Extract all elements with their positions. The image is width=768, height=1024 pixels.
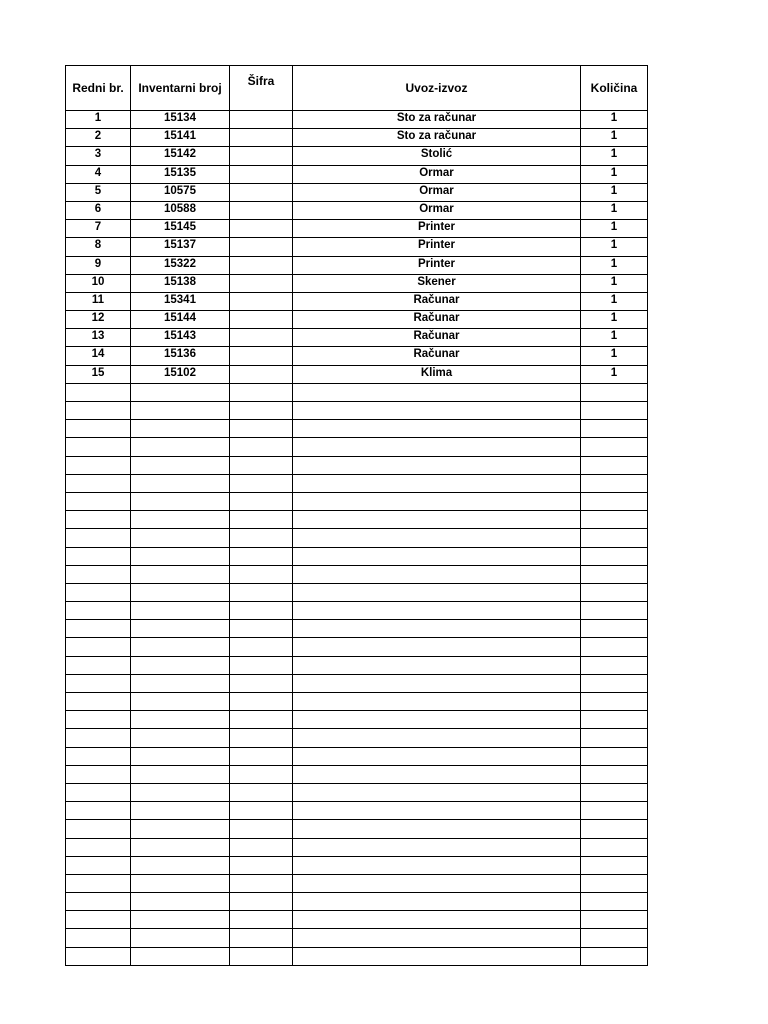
cell-redni-br	[66, 911, 131, 929]
cell-inventarni-broj: 15138	[131, 274, 230, 292]
cell-uvoz-izvoz	[293, 729, 581, 747]
cell-inventarni-broj: 15144	[131, 311, 230, 329]
cell-kolicina	[581, 929, 648, 947]
cell-uvoz-izvoz	[293, 856, 581, 874]
cell-uvoz-izvoz	[293, 602, 581, 620]
cell-sifra	[230, 947, 293, 965]
table-row	[66, 511, 648, 529]
cell-uvoz-izvoz	[293, 492, 581, 510]
cell-sifra	[230, 729, 293, 747]
cell-kolicina	[581, 529, 648, 547]
cell-inventarni-broj	[131, 693, 230, 711]
cell-inventarni-broj	[131, 947, 230, 965]
cell-redni-br	[66, 893, 131, 911]
table-row	[66, 474, 648, 492]
cell-inventarni-broj	[131, 874, 230, 892]
cell-inventarni-broj	[131, 420, 230, 438]
cell-redni-br	[66, 856, 131, 874]
cell-sifra	[230, 274, 293, 292]
cell-kolicina	[581, 747, 648, 765]
cell-inventarni-broj: 15341	[131, 292, 230, 310]
cell-sifra	[230, 474, 293, 492]
cell-inventarni-broj	[131, 674, 230, 692]
cell-sifra	[230, 311, 293, 329]
cell-inventarni-broj	[131, 911, 230, 929]
table-row	[66, 492, 648, 510]
column-header-sifra: Šifra	[230, 66, 293, 111]
cell-uvoz-izvoz	[293, 474, 581, 492]
cell-redni-br	[66, 511, 131, 529]
cell-inventarni-broj	[131, 474, 230, 492]
cell-inventarni-broj: 15136	[131, 347, 230, 365]
table-row	[66, 638, 648, 656]
cell-sifra	[230, 583, 293, 601]
cell-inventarni-broj	[131, 456, 230, 474]
table-row	[66, 947, 648, 965]
cell-kolicina	[581, 456, 648, 474]
table-row	[66, 292, 648, 310]
table-row	[66, 402, 648, 420]
table-row	[66, 783, 648, 801]
cell-redni-br	[66, 420, 131, 438]
cell-uvoz-izvoz	[293, 620, 581, 638]
cell-sifra	[230, 438, 293, 456]
table-row	[66, 274, 648, 292]
cell-kolicina	[581, 383, 648, 401]
table-row	[66, 129, 648, 147]
cell-uvoz-izvoz: Ormar	[293, 183, 581, 201]
cell-sifra	[230, 929, 293, 947]
cell-inventarni-broj	[131, 529, 230, 547]
cell-sifra	[230, 783, 293, 801]
table-row	[66, 674, 648, 692]
cell-kolicina	[581, 620, 648, 638]
cell-uvoz-izvoz	[293, 529, 581, 547]
cell-sifra	[230, 693, 293, 711]
cell-redni-br: 11	[66, 292, 131, 310]
table-row	[66, 547, 648, 565]
cell-redni-br: 8	[66, 238, 131, 256]
cell-uvoz-izvoz: Sto za računar	[293, 111, 581, 129]
table-row	[66, 256, 648, 274]
cell-uvoz-izvoz	[293, 638, 581, 656]
cell-sifra	[230, 347, 293, 365]
cell-uvoz-izvoz: Stolić	[293, 147, 581, 165]
cell-sifra	[230, 129, 293, 147]
table-row	[66, 365, 648, 383]
table-row	[66, 802, 648, 820]
cell-uvoz-izvoz: Sto za računar	[293, 129, 581, 147]
cell-redni-br	[66, 729, 131, 747]
table-row	[66, 565, 648, 583]
cell-kolicina	[581, 693, 648, 711]
cell-kolicina: 1	[581, 329, 648, 347]
cell-sifra	[230, 492, 293, 510]
cell-redni-br: 3	[66, 147, 131, 165]
cell-uvoz-izvoz	[293, 874, 581, 892]
cell-redni-br	[66, 383, 131, 401]
cell-inventarni-broj: 15143	[131, 329, 230, 347]
cell-kolicina	[581, 402, 648, 420]
table-row	[66, 438, 648, 456]
table-row	[66, 747, 648, 765]
cell-sifra	[230, 220, 293, 238]
cell-inventarni-broj	[131, 602, 230, 620]
table-row	[66, 729, 648, 747]
cell-kolicina: 1	[581, 165, 648, 183]
cell-kolicina: 1	[581, 111, 648, 129]
inventory-table	[65, 65, 648, 966]
cell-sifra	[230, 402, 293, 420]
cell-uvoz-izvoz	[293, 747, 581, 765]
table-row	[66, 693, 648, 711]
cell-kolicina	[581, 420, 648, 438]
cell-sifra	[230, 147, 293, 165]
cell-kolicina: 1	[581, 274, 648, 292]
cell-sifra	[230, 547, 293, 565]
cell-redni-br	[66, 565, 131, 583]
cell-sifra	[230, 711, 293, 729]
cell-kolicina	[581, 438, 648, 456]
cell-uvoz-izvoz: Ormar	[293, 165, 581, 183]
cell-redni-br	[66, 874, 131, 892]
cell-sifra	[230, 874, 293, 892]
cell-inventarni-broj	[131, 565, 230, 583]
cell-sifra	[230, 820, 293, 838]
cell-redni-br	[66, 620, 131, 638]
cell-redni-br: 14	[66, 347, 131, 365]
table-body	[66, 111, 648, 966]
table-header	[66, 66, 648, 111]
cell-inventarni-broj	[131, 511, 230, 529]
cell-redni-br	[66, 674, 131, 692]
cell-kolicina	[581, 802, 648, 820]
cell-redni-br	[66, 583, 131, 601]
cell-redni-br	[66, 765, 131, 783]
cell-inventarni-broj	[131, 438, 230, 456]
column-header-redni-br: Redni br.	[66, 66, 131, 111]
cell-kolicina	[581, 674, 648, 692]
cell-uvoz-izvoz	[293, 674, 581, 692]
table-row	[66, 583, 648, 601]
cell-kolicina	[581, 511, 648, 529]
cell-redni-br: 5	[66, 183, 131, 201]
cell-uvoz-izvoz	[293, 656, 581, 674]
cell-inventarni-broj	[131, 638, 230, 656]
cell-uvoz-izvoz	[293, 802, 581, 820]
table-row	[66, 656, 648, 674]
cell-sifra	[230, 529, 293, 547]
cell-uvoz-izvoz	[293, 947, 581, 965]
cell-kolicina: 1	[581, 220, 648, 238]
cell-redni-br: 4	[66, 165, 131, 183]
cell-kolicina: 1	[581, 201, 648, 219]
table-row	[66, 383, 648, 401]
cell-kolicina	[581, 893, 648, 911]
cell-sifra	[230, 111, 293, 129]
table-row	[66, 147, 648, 165]
cell-kolicina	[581, 911, 648, 929]
cell-redni-br: 7	[66, 220, 131, 238]
table-row	[66, 456, 648, 474]
cell-sifra	[230, 602, 293, 620]
cell-inventarni-broj: 15102	[131, 365, 230, 383]
cell-kolicina	[581, 783, 648, 801]
cell-uvoz-izvoz: Skener	[293, 274, 581, 292]
cell-inventarni-broj	[131, 802, 230, 820]
cell-inventarni-broj: 15145	[131, 220, 230, 238]
cell-sifra	[230, 238, 293, 256]
cell-uvoz-izvoz: Računar	[293, 311, 581, 329]
cell-uvoz-izvoz	[293, 765, 581, 783]
cell-inventarni-broj	[131, 820, 230, 838]
cell-redni-br	[66, 492, 131, 510]
cell-sifra	[230, 911, 293, 929]
table-row	[66, 838, 648, 856]
cell-kolicina: 1	[581, 238, 648, 256]
cell-redni-br	[66, 747, 131, 765]
cell-redni-br	[66, 802, 131, 820]
table-row	[66, 856, 648, 874]
cell-kolicina	[581, 565, 648, 583]
cell-inventarni-broj	[131, 711, 230, 729]
cell-redni-br	[66, 638, 131, 656]
cell-redni-br	[66, 456, 131, 474]
cell-redni-br	[66, 529, 131, 547]
cell-uvoz-izvoz: Printer	[293, 220, 581, 238]
cell-redni-br: 6	[66, 201, 131, 219]
cell-uvoz-izvoz: Ormar	[293, 201, 581, 219]
cell-uvoz-izvoz	[293, 438, 581, 456]
table-row	[66, 238, 648, 256]
cell-inventarni-broj: 15322	[131, 256, 230, 274]
cell-redni-br	[66, 438, 131, 456]
cell-inventarni-broj	[131, 783, 230, 801]
cell-kolicina	[581, 947, 648, 965]
table-row	[66, 111, 648, 129]
cell-uvoz-izvoz	[293, 583, 581, 601]
table-row	[66, 201, 648, 219]
cell-sifra	[230, 893, 293, 911]
cell-uvoz-izvoz	[293, 547, 581, 565]
cell-sifra	[230, 329, 293, 347]
cell-sifra	[230, 365, 293, 383]
cell-sifra	[230, 383, 293, 401]
cell-uvoz-izvoz	[293, 838, 581, 856]
cell-uvoz-izvoz: Printer	[293, 238, 581, 256]
cell-redni-br: 1	[66, 111, 131, 129]
cell-sifra	[230, 183, 293, 201]
cell-inventarni-broj: 10575	[131, 183, 230, 201]
cell-sifra	[230, 856, 293, 874]
cell-inventarni-broj: 10588	[131, 201, 230, 219]
cell-inventarni-broj	[131, 856, 230, 874]
cell-sifra	[230, 802, 293, 820]
cell-sifra	[230, 656, 293, 674]
cell-kolicina	[581, 856, 648, 874]
table-row	[66, 311, 648, 329]
cell-sifra	[230, 674, 293, 692]
cell-redni-br	[66, 838, 131, 856]
header-row	[66, 66, 648, 111]
cell-kolicina	[581, 820, 648, 838]
cell-sifra	[230, 511, 293, 529]
cell-inventarni-broj	[131, 492, 230, 510]
cell-redni-br	[66, 783, 131, 801]
cell-uvoz-izvoz	[293, 420, 581, 438]
cell-inventarni-broj	[131, 547, 230, 565]
cell-uvoz-izvoz: Računar	[293, 347, 581, 365]
table-row	[66, 929, 648, 947]
column-header-kolicina: Količina	[581, 66, 648, 111]
cell-uvoz-izvoz	[293, 711, 581, 729]
cell-sifra	[230, 292, 293, 310]
cell-inventarni-broj	[131, 620, 230, 638]
cell-inventarni-broj	[131, 747, 230, 765]
column-header-inventarni-broj: Inventarni broj	[131, 66, 230, 111]
cell-inventarni-broj	[131, 583, 230, 601]
cell-uvoz-izvoz: Računar	[293, 329, 581, 347]
cell-redni-br: 12	[66, 311, 131, 329]
cell-kolicina: 1	[581, 347, 648, 365]
table-row	[66, 620, 648, 638]
cell-uvoz-izvoz	[293, 693, 581, 711]
cell-kolicina	[581, 711, 648, 729]
table-row	[66, 220, 648, 238]
cell-sifra	[230, 765, 293, 783]
cell-inventarni-broj	[131, 729, 230, 747]
cell-inventarni-broj: 15137	[131, 238, 230, 256]
cell-kolicina: 1	[581, 129, 648, 147]
table-row	[66, 820, 648, 838]
cell-sifra	[230, 456, 293, 474]
cell-inventarni-broj	[131, 765, 230, 783]
cell-kolicina: 1	[581, 311, 648, 329]
cell-kolicina: 1	[581, 183, 648, 201]
inventory-sheet	[65, 65, 647, 966]
cell-redni-br: 13	[66, 329, 131, 347]
cell-redni-br	[66, 602, 131, 620]
cell-redni-br	[66, 947, 131, 965]
table-row	[66, 347, 648, 365]
cell-inventarni-broj: 15134	[131, 111, 230, 129]
cell-redni-br	[66, 656, 131, 674]
table-row	[66, 183, 648, 201]
cell-redni-br	[66, 474, 131, 492]
cell-redni-br	[66, 402, 131, 420]
table-row	[66, 529, 648, 547]
column-header-uvoz-izvoz: Uvoz-izvoz	[293, 66, 581, 111]
cell-uvoz-izvoz	[293, 456, 581, 474]
cell-uvoz-izvoz: Printer	[293, 256, 581, 274]
cell-uvoz-izvoz	[293, 402, 581, 420]
cell-uvoz-izvoz	[293, 511, 581, 529]
cell-redni-br	[66, 929, 131, 947]
cell-kolicina	[581, 874, 648, 892]
cell-kolicina	[581, 492, 648, 510]
cell-sifra	[230, 620, 293, 638]
cell-sifra	[230, 565, 293, 583]
cell-redni-br: 2	[66, 129, 131, 147]
cell-redni-br	[66, 547, 131, 565]
cell-inventarni-broj	[131, 929, 230, 947]
cell-kolicina: 1	[581, 292, 648, 310]
table-row	[66, 165, 648, 183]
cell-redni-br: 15	[66, 365, 131, 383]
cell-kolicina	[581, 765, 648, 783]
cell-sifra	[230, 420, 293, 438]
table-row	[66, 765, 648, 783]
cell-kolicina	[581, 583, 648, 601]
cell-kolicina: 1	[581, 256, 648, 274]
cell-redni-br	[66, 711, 131, 729]
cell-sifra	[230, 165, 293, 183]
table-row	[66, 893, 648, 911]
cell-uvoz-izvoz	[293, 383, 581, 401]
cell-kolicina	[581, 729, 648, 747]
cell-sifra	[230, 838, 293, 856]
cell-kolicina	[581, 547, 648, 565]
cell-redni-br	[66, 693, 131, 711]
cell-inventarni-broj: 15142	[131, 147, 230, 165]
cell-uvoz-izvoz	[293, 893, 581, 911]
cell-uvoz-izvoz	[293, 820, 581, 838]
table-row	[66, 911, 648, 929]
table-row	[66, 329, 648, 347]
cell-sifra	[230, 256, 293, 274]
cell-kolicina	[581, 602, 648, 620]
cell-kolicina	[581, 474, 648, 492]
cell-inventarni-broj: 15141	[131, 129, 230, 147]
table-row	[66, 420, 648, 438]
cell-sifra	[230, 747, 293, 765]
cell-redni-br: 10	[66, 274, 131, 292]
cell-inventarni-broj	[131, 383, 230, 401]
cell-uvoz-izvoz	[293, 565, 581, 583]
cell-redni-br: 9	[66, 256, 131, 274]
cell-sifra	[230, 638, 293, 656]
cell-uvoz-izvoz	[293, 783, 581, 801]
table-row	[66, 874, 648, 892]
cell-inventarni-broj	[131, 838, 230, 856]
cell-kolicina	[581, 838, 648, 856]
cell-kolicina: 1	[581, 365, 648, 383]
cell-redni-br	[66, 820, 131, 838]
table-row	[66, 602, 648, 620]
cell-uvoz-izvoz	[293, 929, 581, 947]
cell-inventarni-broj	[131, 893, 230, 911]
cell-inventarni-broj	[131, 656, 230, 674]
cell-kolicina: 1	[581, 147, 648, 165]
cell-inventarni-broj: 15135	[131, 165, 230, 183]
cell-uvoz-izvoz	[293, 911, 581, 929]
table-row	[66, 711, 648, 729]
cell-kolicina	[581, 656, 648, 674]
cell-sifra	[230, 201, 293, 219]
cell-kolicina	[581, 638, 648, 656]
cell-inventarni-broj	[131, 402, 230, 420]
cell-uvoz-izvoz: Klima	[293, 365, 581, 383]
cell-uvoz-izvoz: Računar	[293, 292, 581, 310]
